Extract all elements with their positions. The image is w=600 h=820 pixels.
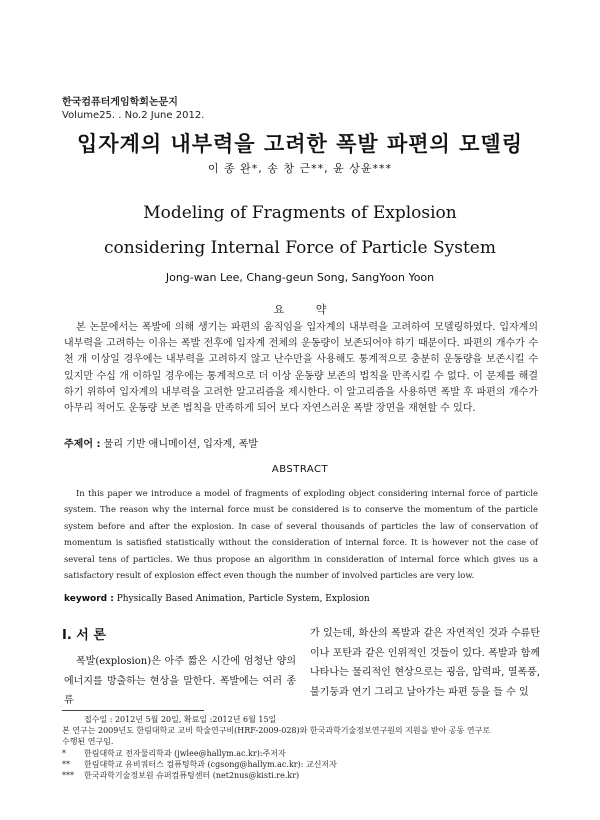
paper-title-english-line2: considering Internal Force of Particle System [104,238,496,258]
footnote-item: 접수일 : 2012년 5월 20일, 확료일 :2012년 6월 15일 [84,715,277,724]
keywords-english-text: Physically Based Animation, Particle System, Explosion [116,594,370,604]
keywords-korean-label: 주제어 : [64,439,101,450]
journal-volume: Volume25. . No.2 June 2012. [62,110,205,121]
journal-name: 한국컴퓨터게임학회논문지 [62,97,178,108]
keywords-korean-text: 물리 기반 애니메이션, 입자계, 폭발 [103,439,258,450]
journal-header [62,96,204,122]
abstract-english-heading: ABSTRACT [271,464,329,475]
section-heading-introduction: Ⅰ. 서 론 [62,628,106,643]
paper-title-korean: 입자계의 내부력을 고려한 폭발 파편의 모델링 [77,132,523,156]
keywords-english [64,594,370,604]
authors-korean: 이 종 완*, 송 창 근**, 윤 상윤*** [207,162,393,175]
footnote-item: * 한림대학교 전자물리학과 (jwlee@hallym.ac.kr):주저자 [62,748,286,758]
keywords-english-label: keyword : [64,594,114,604]
intro-right-column: 가 있는데, 화산의 폭발과 같은 자연적인 것과 수류탄이나 포탄과 같은 인위적인 것들이 있다. 폭발과 함께 나타나는 물리적인 현상으로는 굉음, 압력파, 열폭풍, 불기둥과 연기 그리고 날아가는 파편 등을 들 수 있 [310,628,540,698]
keywords-korean [64,435,258,450]
footnote-item: ** 한림대학교 유비쿼터스 컴퓨팅학과 (cgsong@hallym.ac.kr): 교신저자 [62,759,337,769]
footnote-item: 본 연구는 2009년도 한림대학교 교비 학술연구비(HRF-2009-028)와 한국과학기술정보연구원의 지원을 받아 공동 연구로 [62,726,491,736]
paper-title-english-line1: Modeling of Fragments of Explosion [143,203,457,223]
abstract-korean: 본 논문에서는 폭발에 의해 생기는 파편의 움직임을 입자계의 내부력을 고려하여 모델링하였다. 입자계의 내부력을 고려하는 이유는 폭발 전후에 입자계 전체의 운동량이 보존되어야 하기 때문이다. 파편의 개수가 수천 개 이상일 경우에는 내부력을 고려하지 않고 난수만을 사용해도 통계적으로 충분히 운동량을 보존시킬 수 있지만 수십 개 이하일 경우에는 통계적으로 더 이상 운동량 보존의 법칙을 만족시킬 수 없다. 이 문제를 해결하기 위하여 입자계의 내부력을 고려한 알고리즘을 제시한다. 이 알고리즘을 사용하면 폭발 후 파편의 개수가 아무리 적어도 운동량 보존 법칙을 만족하게 되어 보다 자연스러운 폭발 장면을 재현할 수 있다. [64,322,538,415]
footnote-item: *** 한국과학기술정보원 슈퍼컴퓨팅센터 (net2nus@kisti.re.kr) [62,771,300,781]
authors-english: Jong-wan Lee, Chang-geun Song, SangYoon Yoon [165,271,435,284]
footnotes [62,714,542,781]
footnote-item: 수행된 연구임. [62,737,114,747]
footnote-divider [62,710,204,711]
abstract-english: In this paper we introduce a model of fragments of exploding object considering internal force of particle system. The reason why the internal force must be considered is to conserve the momentum of the particle system before and after the explosion. In case of several thousands of particles the law of conservation of momentum is satisfied statistically without the consideration of internal force. It is however not the case of several tens of particles. We thus propose an algorithm in consideration of internal force which gives us a satisfactory result of explosion effect even though the number of involved particles are very low. [64,488,538,581]
intro-left-column: 폭발(explosion)은 아주 짧은 시간에 엄청난 양의 에너지를 방출하는 현상을 말한다. 폭발에는 여러 종류 [64,656,296,706]
abstract-korean-heading: 요 약 [273,303,341,316]
